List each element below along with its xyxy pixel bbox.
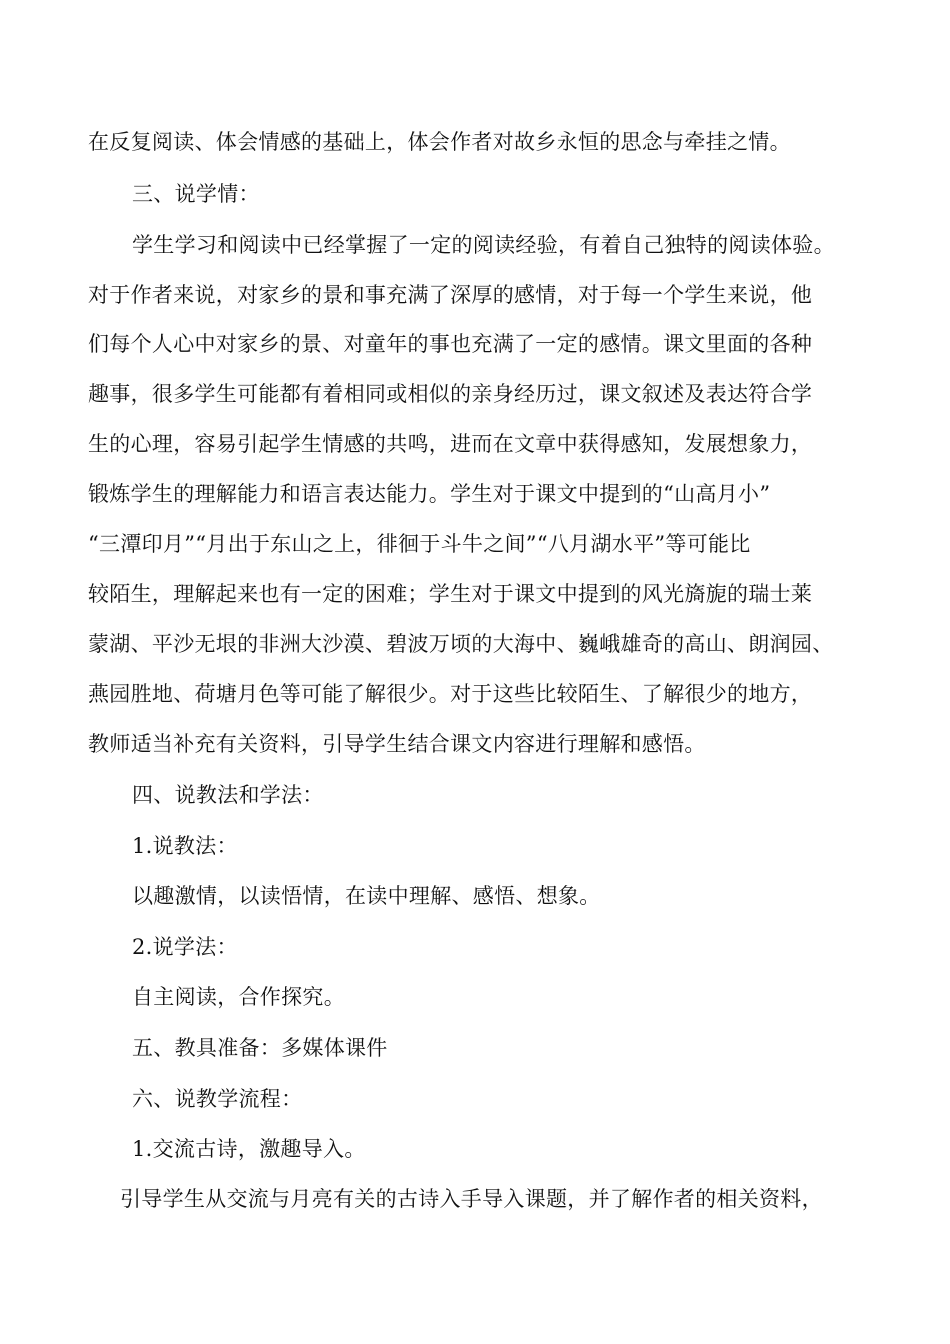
subsection-heading: 1.交流古诗，激趣导入。	[132, 1137, 366, 1161]
text-line: 自主阅读，合作探究。	[132, 985, 345, 1009]
text-line: 燕园胜地、荷塘月色等可能了解很少。对于这些比较陌生、了解很少的地方，	[88, 682, 813, 706]
text-line: 以趣激情，以读悟情，在读中理解、感悟、想象。	[132, 884, 601, 908]
text-line: 教师适当补充有关资料，引导学生结合课文内容进行理解和感悟。	[88, 732, 706, 756]
section-heading: 六、说教学流程：	[132, 1087, 303, 1111]
text-line: 学生学习和阅读中已经掌握了一定的阅读经验，有着自己独特的阅读体验。	[132, 233, 835, 257]
text-line: 锻炼学生的理解能力和语言表达能力。学生对于课文中提到的“山高月小”	[88, 482, 771, 506]
text-line: “三潭印月”“月出于东山之上，徘徊于斗牛之间”“八月湖水平”等可能比	[88, 532, 751, 556]
text-line: 在反复阅读、体会情感的基础上，体会作者对故乡永恒的思念与牵挂之情。	[88, 130, 791, 154]
subsection-heading: 2.说学法：	[132, 935, 238, 959]
text-line: 趣事，很多学生可能都有着相同或相似的亲身经历过，课文叙述及表达符合学	[88, 382, 813, 406]
text-line: 蒙湖、平沙无垠的非洲大沙漠、碧波万顷的大海中、巍峨雄奇的高山、朗润园、	[88, 632, 834, 656]
section-heading: 五、教具准备：多媒体课件	[132, 1036, 388, 1060]
subsection-heading: 1.说教法：	[132, 834, 238, 858]
text-line: 较陌生，理解起来也有一定的困难；学生对于课文中提到的风光旖旎的瑞士莱	[88, 582, 813, 606]
text-line: 们每个人心中对家乡的景、对童年的事也充满了一定的感情。课文里面的各种	[88, 332, 813, 356]
text-line: 生的心理，容易引起学生情感的共鸣，进而在文章中获得感知，发展想象力，	[88, 432, 813, 456]
section-heading: 三、说学情：	[132, 182, 260, 206]
section-heading: 四、说教法和学法：	[132, 783, 324, 807]
text-line: 引导学生从交流与月亮有关的古诗入手导入课题，并了解作者的相关资料，	[120, 1187, 823, 1211]
text-line: 对于作者来说，对家乡的景和事充满了深厚的感情，对于每一个学生来说，他	[88, 283, 813, 307]
